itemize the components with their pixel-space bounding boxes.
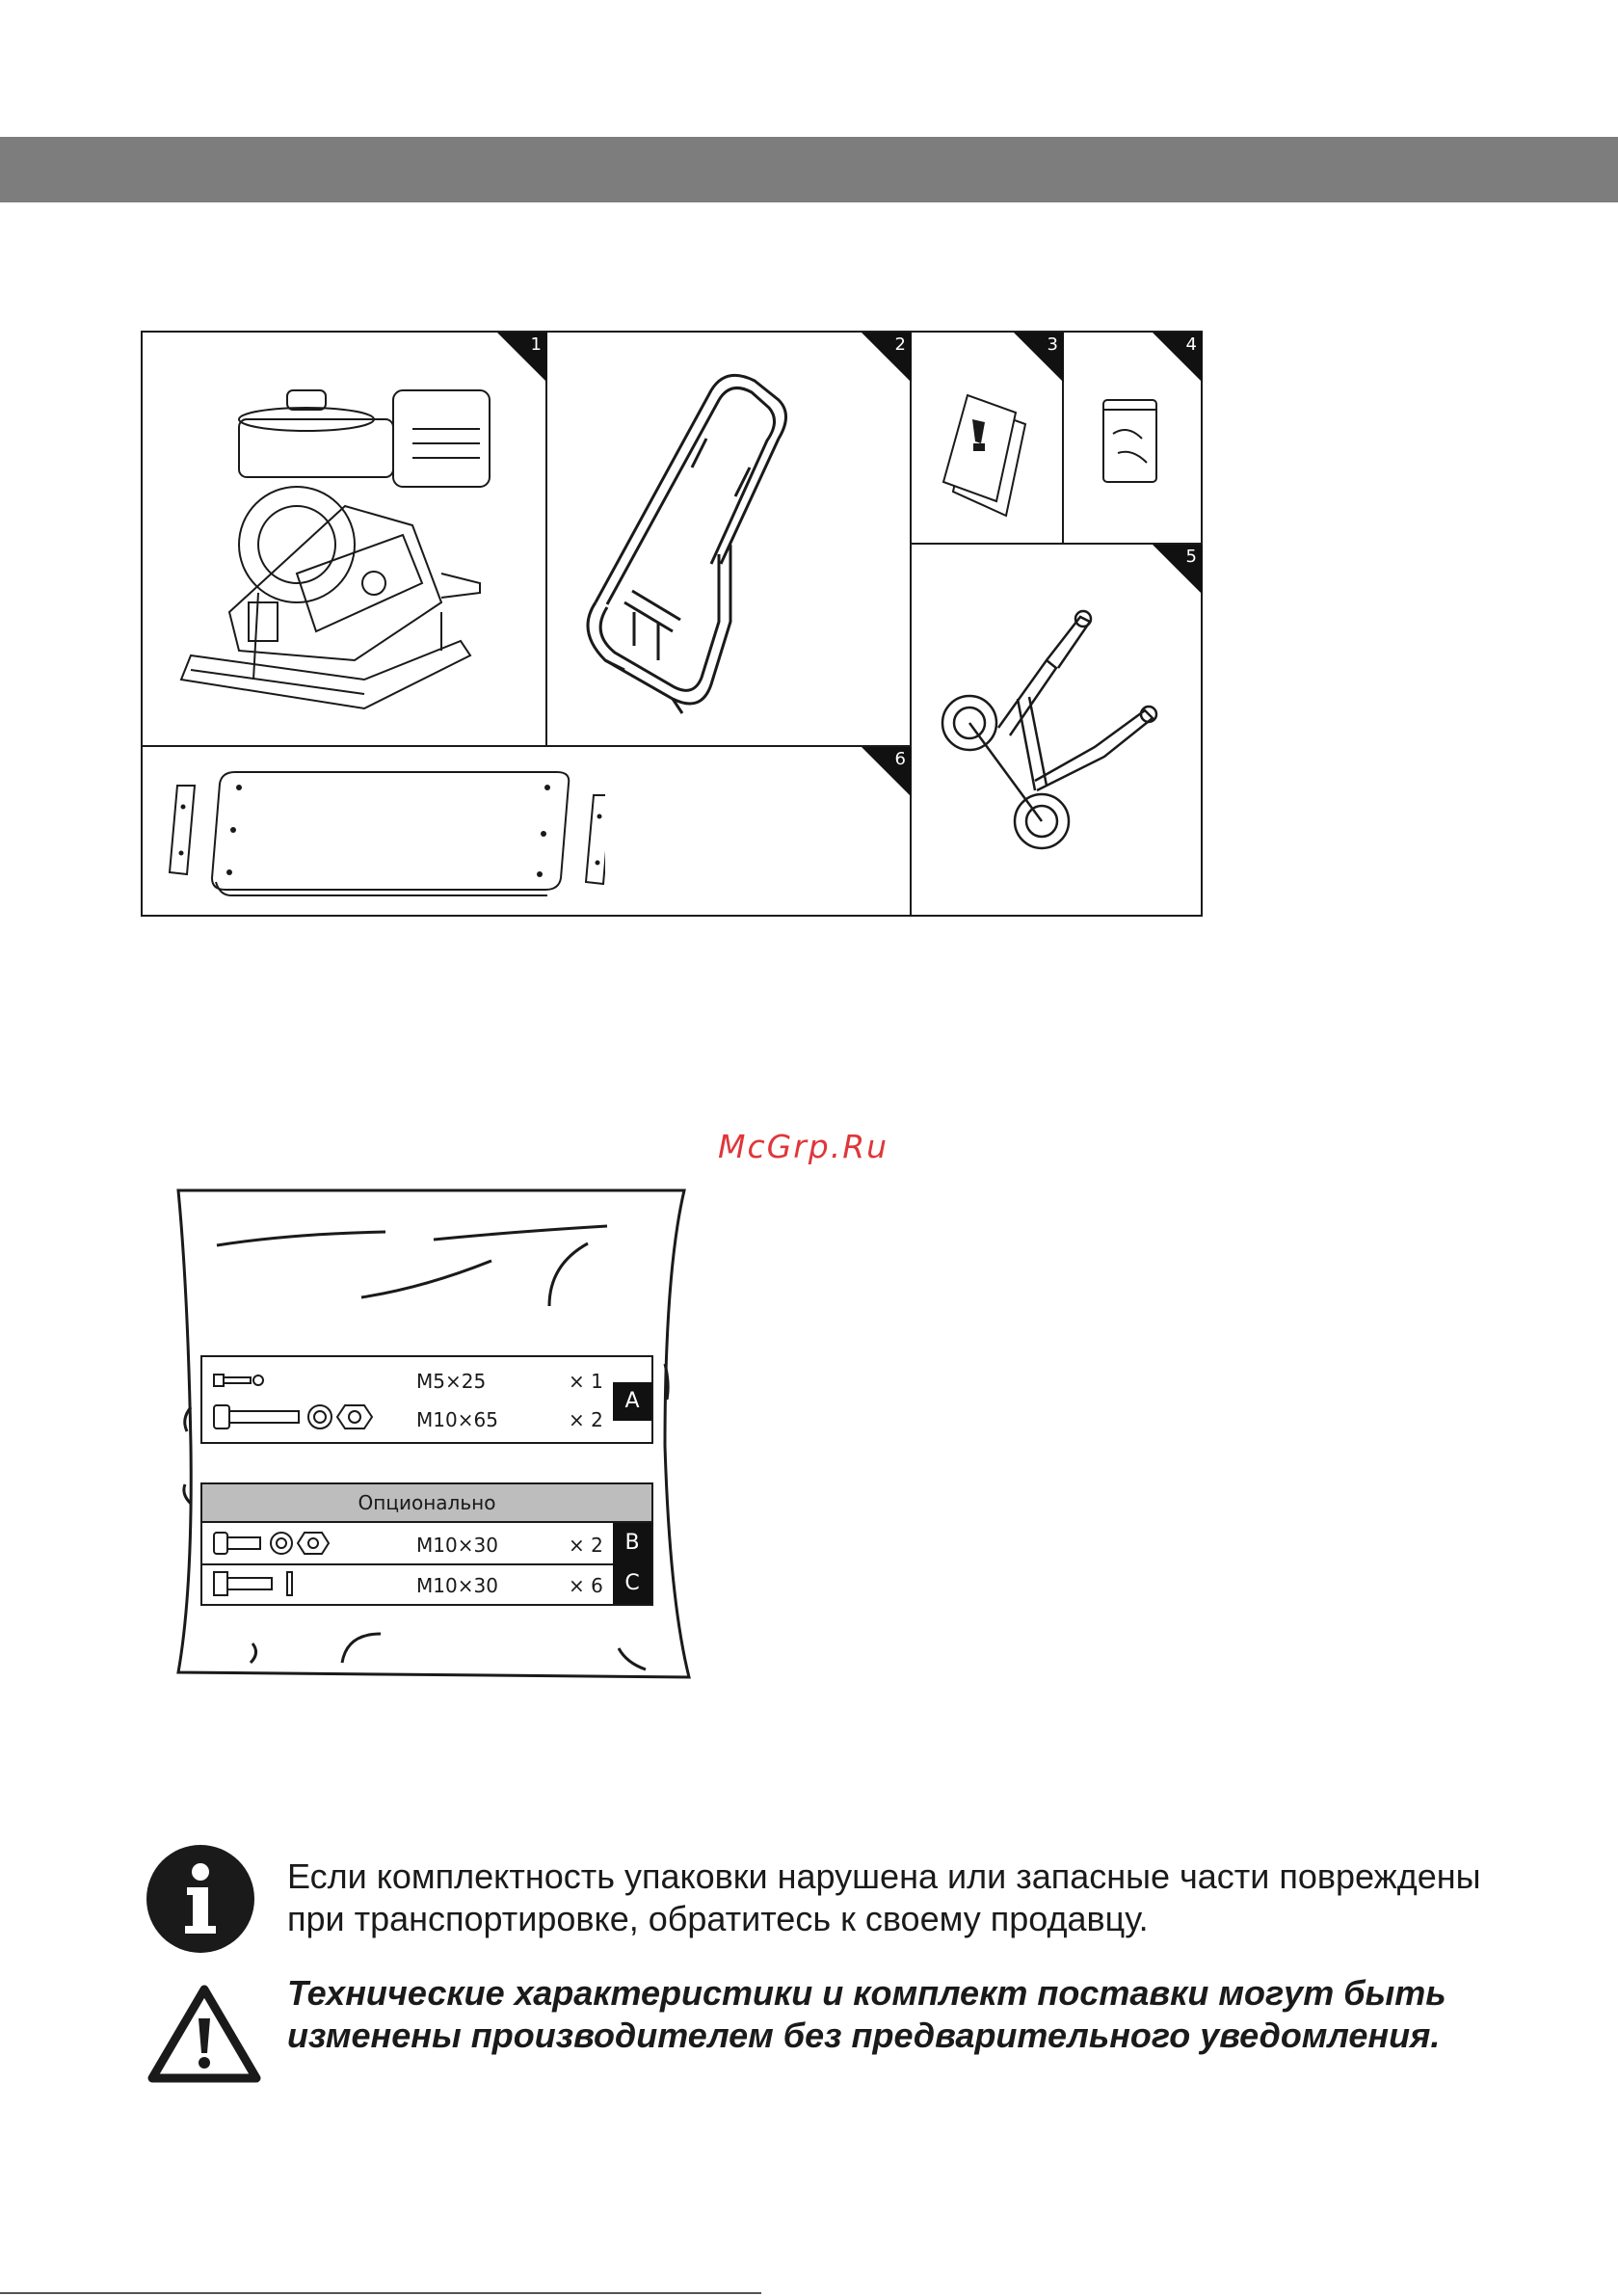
hex-bolt-icon xyxy=(212,1567,308,1600)
compactor-engine-icon xyxy=(152,352,538,737)
optional-qty: × 2 xyxy=(569,1534,603,1557)
part-number: 6 xyxy=(894,749,906,769)
optional-row xyxy=(202,1525,611,1563)
hardware-qty: × 1 xyxy=(569,1370,603,1393)
mat-plate-icon xyxy=(162,757,605,901)
bolt-washer-nut-icon xyxy=(212,1400,385,1434)
group-letter-c: C xyxy=(613,1563,651,1604)
footer-rule xyxy=(0,2292,761,2294)
part-number: 1 xyxy=(530,334,542,355)
warning-icon xyxy=(146,1984,262,2086)
optional-row xyxy=(202,1565,611,1604)
hardware-size: M5×25 xyxy=(416,1370,487,1393)
small-bolt-icon xyxy=(212,1369,270,1392)
group-letter-a: A xyxy=(613,1382,651,1421)
header-bar xyxy=(0,137,1618,202)
hardware-bag-icon xyxy=(1099,395,1166,492)
bolt-washer-nut-icon xyxy=(212,1527,347,1560)
part-cell-4 xyxy=(1064,333,1203,543)
part-number: 3 xyxy=(1047,334,1058,355)
warning-notice-text: Технические характеристики и комплект поставки могут быть изменены производителем без предварительного уведомления. xyxy=(287,1973,1446,2055)
watermark: McGrp.Ru xyxy=(718,1128,889,1165)
hardware-table xyxy=(200,1355,653,1444)
hardware-bag-outline xyxy=(164,1176,703,1716)
group-letter-b: B xyxy=(613,1523,651,1563)
part-cell-2 xyxy=(547,333,912,745)
hardware-row xyxy=(202,1400,611,1438)
part-number: 5 xyxy=(1185,547,1197,567)
hardware-size: M10×65 xyxy=(416,1408,498,1431)
manual-booklet-icon xyxy=(939,386,1035,521)
optional-size: M10×30 xyxy=(416,1574,498,1597)
part-cell-1 xyxy=(143,333,547,745)
info-icon xyxy=(145,1843,256,1955)
optional-title: Опционально xyxy=(202,1484,651,1523)
part-cell-3 xyxy=(912,333,1064,543)
wheel-kit-icon xyxy=(921,593,1191,901)
part-cell-6 xyxy=(143,747,912,915)
info-notice-text: Если комплектность упаковки нарушена или запасные части повреждены при транспортировке, обратитесь к своему продавцу. xyxy=(287,1856,1481,1938)
optional-table xyxy=(200,1482,653,1606)
part-number: 2 xyxy=(894,334,906,355)
optional-qty: × 6 xyxy=(569,1574,603,1597)
optional-size: M10×30 xyxy=(416,1534,498,1557)
parts-grid xyxy=(141,331,1203,917)
part-number: 4 xyxy=(1185,334,1197,355)
hardware-qty: × 2 xyxy=(569,1408,603,1431)
hardware-row xyxy=(202,1361,611,1400)
handle-frame-icon xyxy=(567,352,894,737)
part-cell-5 xyxy=(912,545,1203,915)
